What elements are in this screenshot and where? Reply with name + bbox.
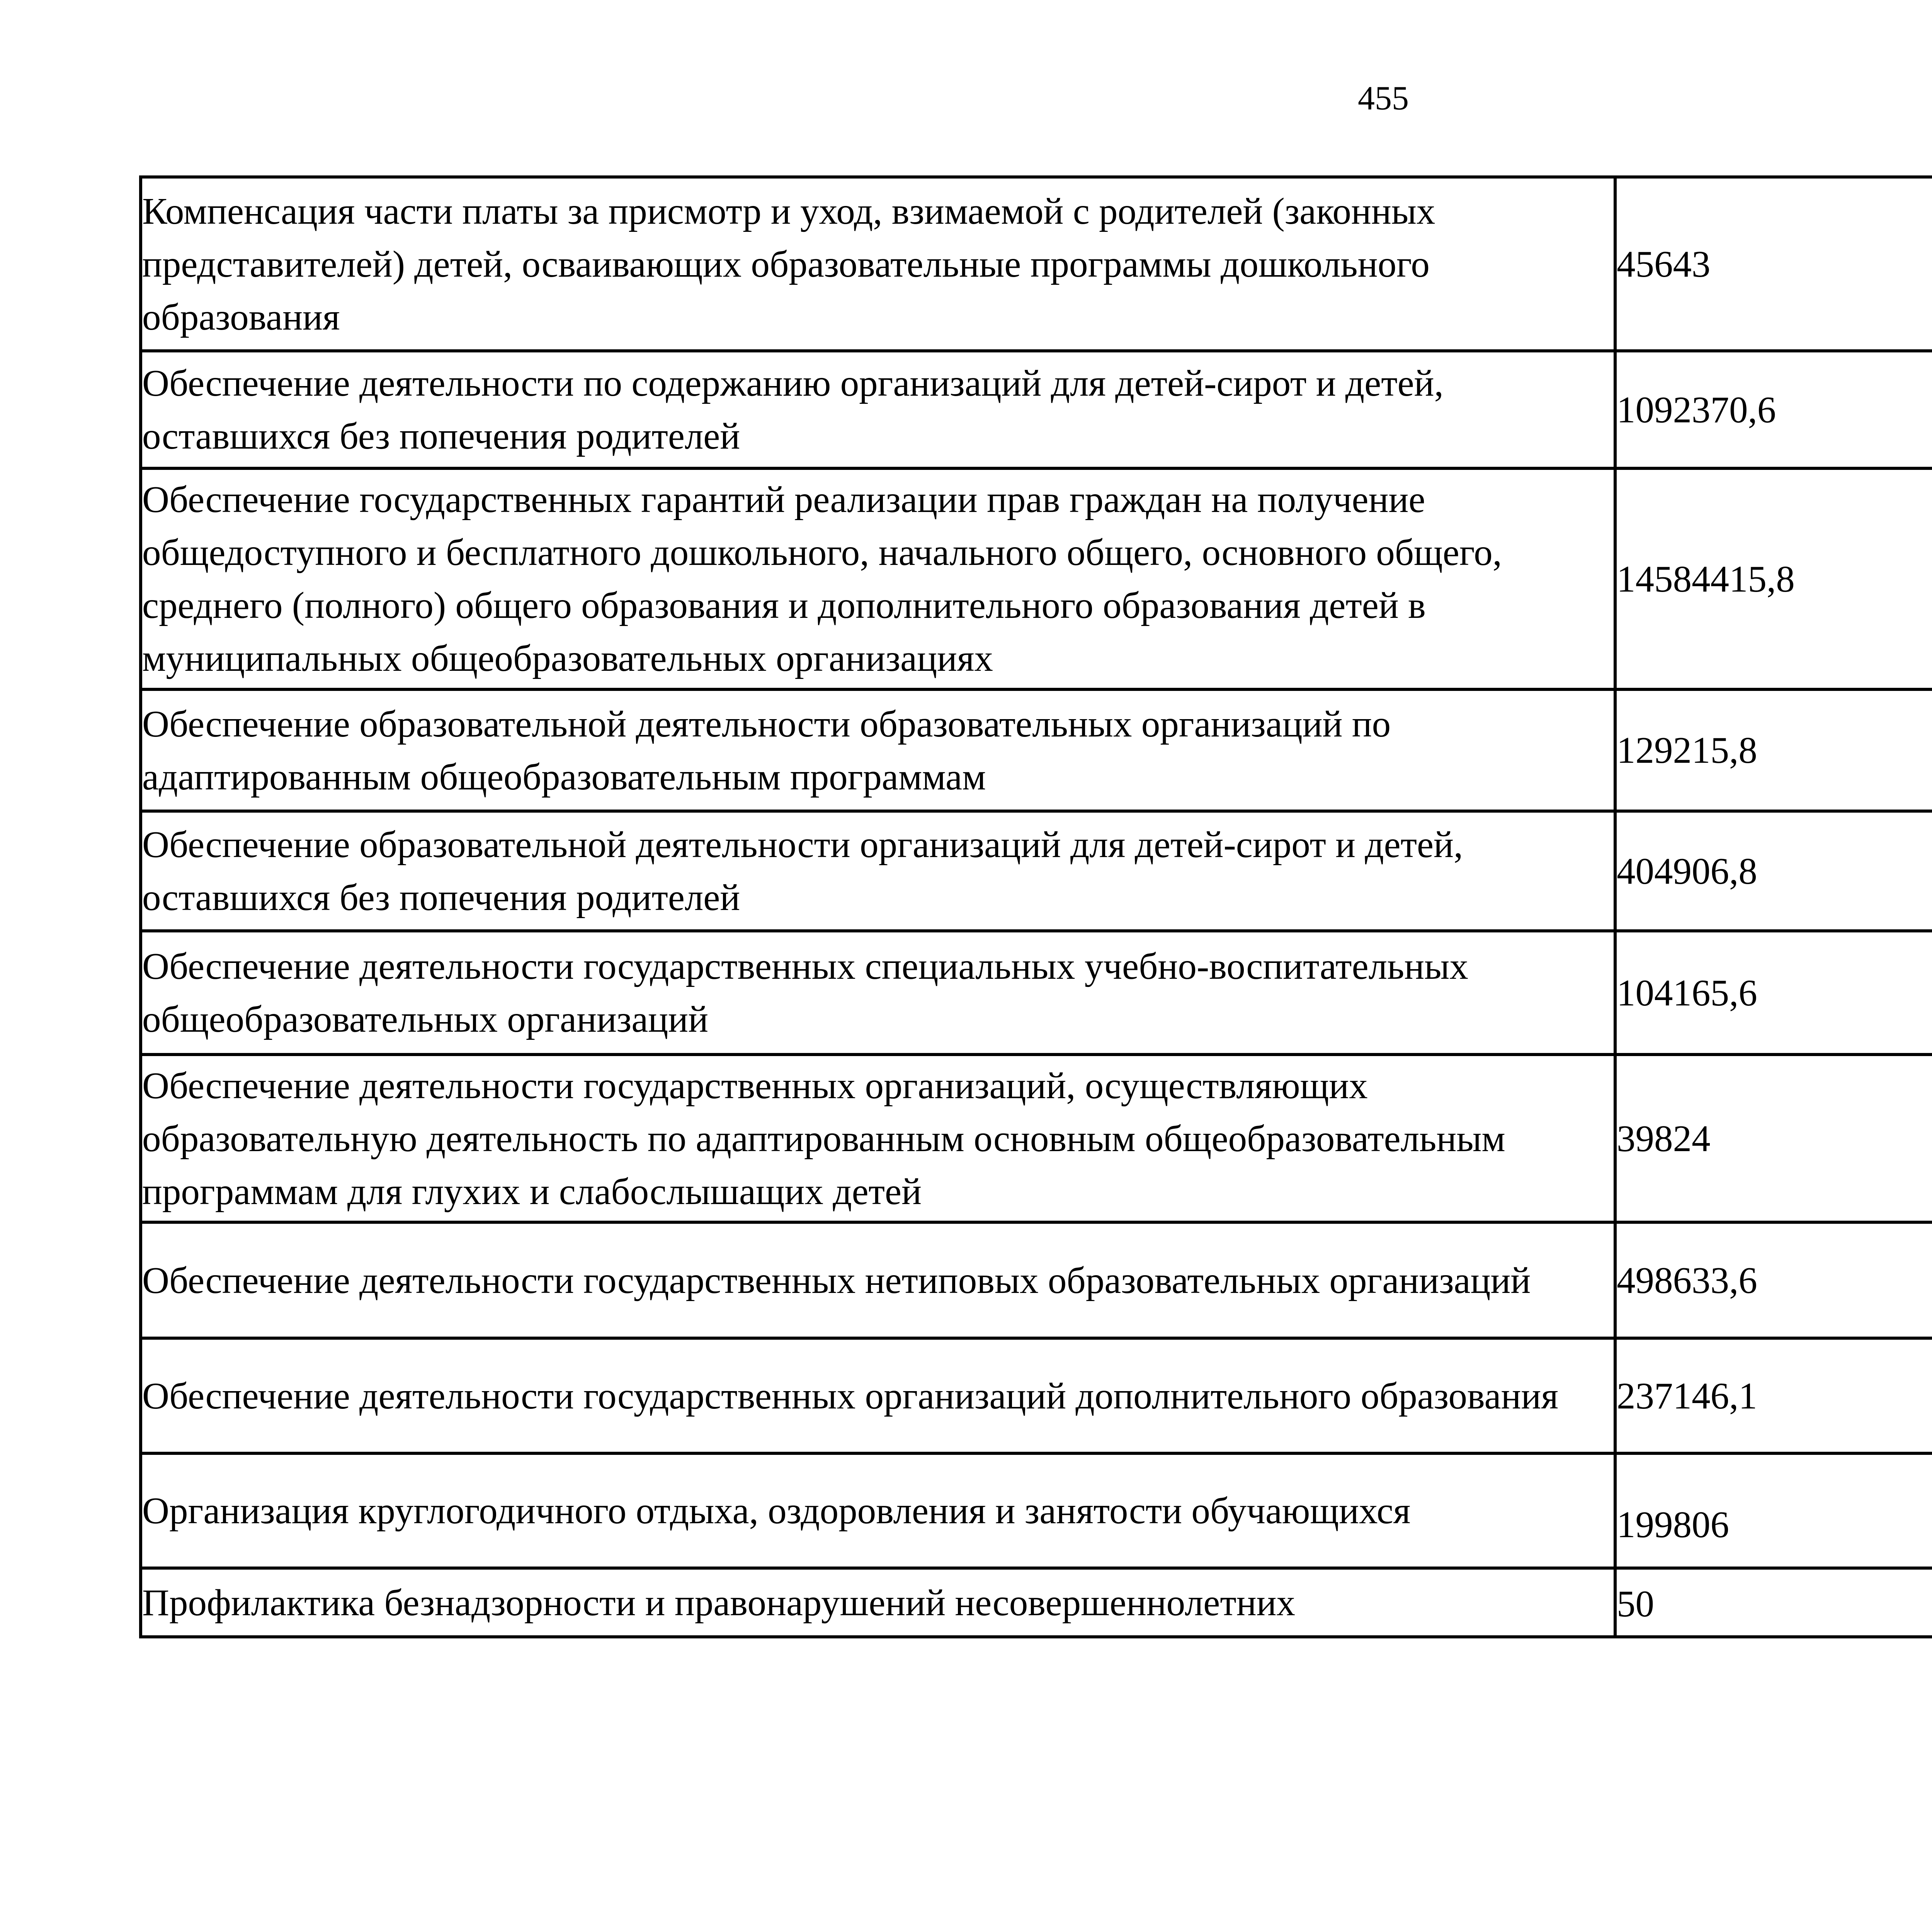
row-value-1: 14584415,8 [1615, 468, 1932, 689]
table-row [141, 1568, 1932, 1637]
row-value-1: 104165,6 [1615, 931, 1932, 1055]
row-label: Обеспечение государственных гарантий реализации прав граждан на получение общедоступного и бесплатного дошкольного, начального общего, основного общего, среднего (полного) общего образования и дополнительного образования детей в муниципальных общеобразовательных организациях [141, 468, 1615, 689]
budget-table [139, 175, 1932, 1638]
row-label: Обеспечение деятельности государственных организаций, осуществляющих образовательную деятельность по адаптированным основным общеобразовательным программам для глухих и слабослышащих детей [141, 1055, 1615, 1222]
row-label: Обеспечение деятельности по содержанию организаций для детей-сирот и детей, оставшихся без попечения родителей [141, 351, 1615, 468]
table-row [141, 1055, 1932, 1222]
table-row [141, 468, 1932, 689]
row-value-1: 199806 [1615, 1453, 1932, 1568]
row-value-1: 45643 [1615, 177, 1932, 351]
row-value-1: 50 [1615, 1568, 1932, 1637]
table-row [141, 1222, 1932, 1338]
table-row [141, 689, 1932, 811]
table-row [141, 811, 1932, 931]
table-row [141, 931, 1932, 1055]
row-label: Обеспечение деятельности государственных организаций дополнительного образования [141, 1338, 1615, 1453]
row-label: Обеспечение образовательной деятельности образовательных организаций по адаптированным общеобразовательным программам [141, 689, 1615, 811]
row-value-1: 237146,1 [1615, 1338, 1932, 1453]
table-row [141, 1453, 1932, 1568]
table-row [141, 351, 1932, 468]
row-value-1: 498633,6 [1615, 1222, 1932, 1338]
row-label: Компенсация части платы за присмотр и уход, взимаемой с родителей (законных представителей) детей, осваивающих образовательные программы дошкольного образования [141, 177, 1615, 351]
row-label: Обеспечение образовательной деятельности организаций для детей-сирот и детей, оставшихся без попечения родителей [141, 811, 1615, 931]
row-label: Обеспечение деятельности государственных специальных учебно-воспитательных общеобразовательных организаций [141, 931, 1615, 1055]
table-row [141, 1338, 1932, 1453]
row-value-1: 1092370,6 [1615, 351, 1932, 468]
row-label: Обеспечение деятельности государственных нетиповых образовательных организаций [141, 1222, 1615, 1338]
row-value-1: 129215,8 [1615, 689, 1932, 811]
page-number: 455 [1358, 80, 1409, 117]
row-value-1: 39824 [1615, 1055, 1932, 1222]
row-label: Организация круглогодичного отдыха, оздоровления и занятости обучающихся [141, 1453, 1615, 1568]
row-value-1: 404906,8 [1615, 811, 1932, 931]
table-row [141, 177, 1932, 351]
row-label: Профилактика безнадзорности и правонарушений несовершеннолетних [141, 1568, 1615, 1637]
